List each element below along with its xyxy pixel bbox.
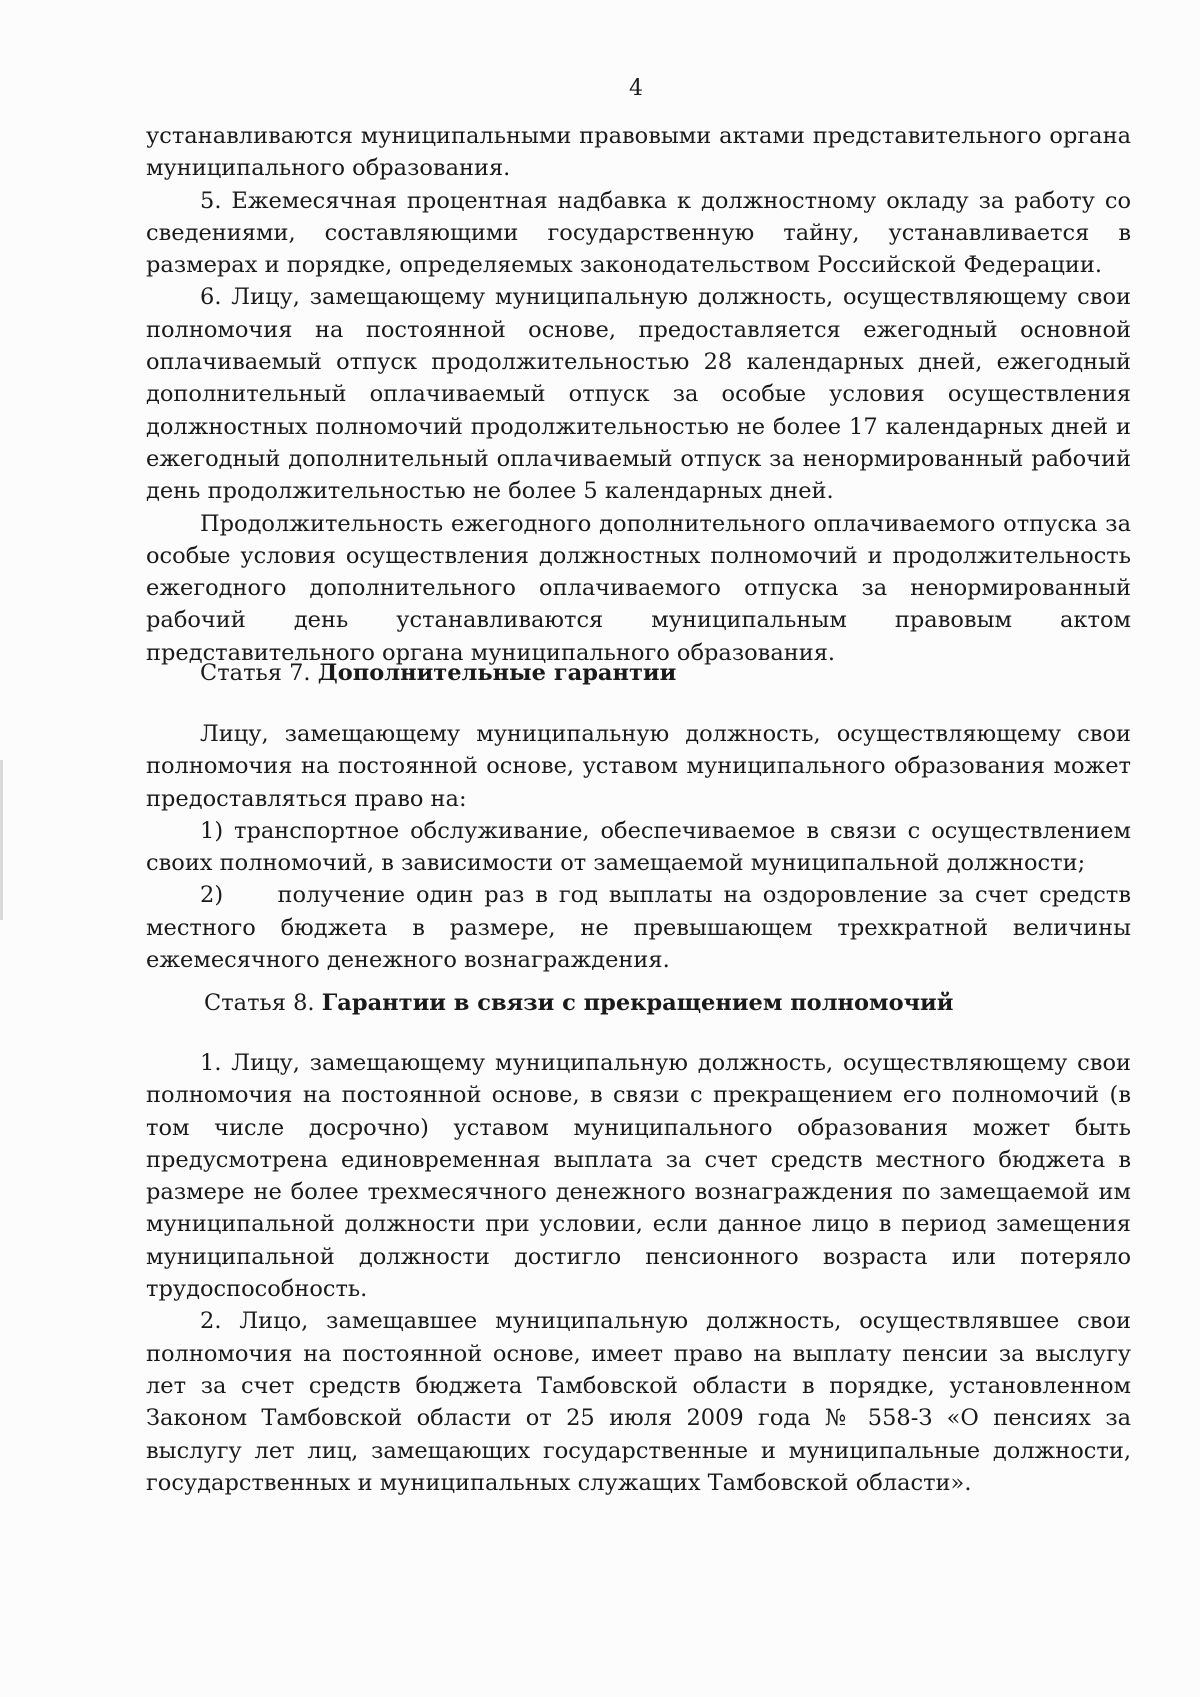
- article-7-intro: Лицу, замещающему муниципальную должность, осуществляющему свои полномочия на постоянной основе, уставом муниципального образования может предоставляться право на:: [146, 721, 1131, 812]
- article-7-title: Дополнительные гарантии: [317, 660, 677, 686]
- paragraph-item-5: 5. Ежемесячная процентная надбавка к должностному окладу за работу со сведениями, составляющими государственную тайну, устанавливается в размерах и порядке, определяемых законодательством Российской Федерации.: [146, 187, 1131, 279]
- article-8-heading: [204, 987, 953, 1019]
- opening-block: [146, 120, 1131, 669]
- article-7-heading: [200, 657, 676, 689]
- article-7-item-1: 1) транспортное обслуживание, обеспечиваемое в связи с осуществлением своих полномочий, в зависимости от замещаемой муниципальной должности;: [146, 817, 1131, 877]
- article-8-body: [146, 1047, 1131, 1499]
- article-8-item-2: 2. Лицо, замещавшее муниципальную должность, осуществлявшее свои полномочия на постоянной основе, имеет право на выплату пенсии за выслугу лет за счет средств бюджета Тамбовской области в порядке, установленном Законом Тамбовской области от 25 июля 2009 года № 558-З «О пенсиях за выслугу лет лиц, замещающих государственные и муниципальные должности, государственных и муниципальных служащих Тамбовской области».: [146, 1308, 1131, 1496]
- paragraph-item-6: 6. Лицу, замещающему муниципальную должность, осуществляющему свои полномочия на постоянной основе, предоставляется ежегодный основной оплачиваемый отпуск продолжительностью 28 календарных дней, ежегодный дополнительный оплачиваемый отпуск за особые условия осуществления должностных полномочий продолжительностью не более 17 календарных дней и ежегодный дополнительный оплачиваемый отпуск за ненормированный рабочий день продолжительностью не более 5 календарных дней.: [146, 284, 1131, 505]
- paragraph-vacation-duration: Продолжительность ежегодного дополнительного оплачиваемого отпуска за особые условия осуществления должностных полномочий и продолжительность ежегодного дополнительного оплачиваемого отпуска за ненормированный рабочий день устанавливаются муниципальным правовым актом представительного органа муниципального образования.: [146, 510, 1131, 666]
- article-7-item-2: 2) получение один раз в год выплаты на оздоровление за счет средств местного бюджета в размере, не превышающем трехкратной величины ежемесячного денежного вознаграждения.: [146, 882, 1131, 974]
- article-8-item-1: 1. Лицу, замещающему муниципальную должность, осуществляющему свои полномочия на постоянной основе, в связи с прекращением его полномочий (в том числе досрочно) уставом муниципального образования может быть предусмотрена единовременная выплата за счет средств местного бюджета в размере не более трехмесячного денежного вознаграждения по замещаемой им муниципальной должности при условии, если данное лицо в период замещения муниципальной должности достигло пенсионного возраста или потеряло трудоспособность.: [146, 1050, 1131, 1303]
- page-number: 4: [629, 76, 643, 101]
- article-7-body: [146, 718, 1131, 976]
- article-7-prefix: Статья 7.: [200, 660, 311, 686]
- article-8-title: Гарантии в связи с прекращением полномочий: [321, 990, 954, 1016]
- scan-edge-artifact: [0, 760, 3, 920]
- paragraph-continuation: устанавливаются муниципальными правовыми актами представительного органа муниципального образования.: [146, 123, 1131, 182]
- article-8-prefix: Статья 8.: [204, 990, 315, 1016]
